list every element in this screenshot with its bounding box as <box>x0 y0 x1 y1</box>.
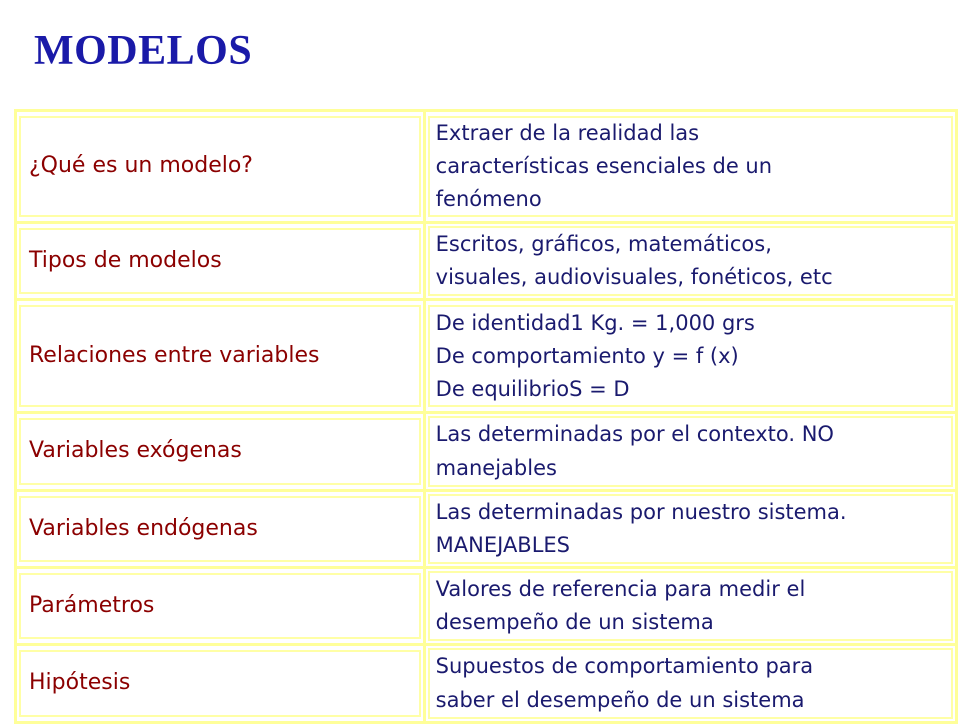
definition-line: De equilibrioS = D <box>435 376 630 401</box>
definition-cell <box>424 490 956 567</box>
definition-line: manejables <box>435 455 557 480</box>
definition-cell-frame <box>428 416 953 486</box>
term-label: ¿Qué es un modelo? <box>29 153 253 179</box>
definition-cell <box>424 568 956 645</box>
term-label: Variables endógenas <box>29 515 258 541</box>
table-row <box>16 645 957 722</box>
table-row <box>16 413 957 490</box>
definition-line: De comportamiento y = f (x) <box>435 343 739 368</box>
definition-line: Escritos, gráficos, matemáticos, <box>435 232 772 256</box>
definition-line: Supuestos de comportamiento para <box>435 654 814 679</box>
term-cell-frame <box>19 650 421 716</box>
table-row <box>16 490 957 567</box>
table-row <box>16 568 957 645</box>
term-cell <box>16 490 425 567</box>
definition-cell <box>424 645 956 722</box>
definition-line: Extraer de la realidad las <box>435 120 700 145</box>
term-cell <box>16 300 425 413</box>
term-cell-frame <box>19 496 421 562</box>
definition-line: Valores de referencia para medir el <box>435 577 806 602</box>
definition-cell-frame <box>428 648 953 718</box>
term-cell <box>16 111 425 223</box>
definition-cell-frame <box>428 494 953 564</box>
definition-line: visuales, audiovisuales, fonéticos, etc <box>435 265 833 290</box>
definition-cell <box>424 300 956 413</box>
definition-cell-frame <box>428 226 953 296</box>
definition-cell-frame <box>428 116 953 217</box>
term-label: Variables exógenas <box>29 438 242 464</box>
definition-line: desempeño de un sistema <box>435 610 714 635</box>
term-label: Relaciones entre variables <box>29 343 320 369</box>
term-cell-frame <box>19 116 421 217</box>
term-cell-frame <box>19 305 421 407</box>
definition-cell-frame <box>428 571 953 641</box>
definition-line: Las determinadas por nuestro sistema. <box>435 499 847 524</box>
term-cell-frame <box>19 418 421 484</box>
term-cell <box>16 568 425 645</box>
term-label: Tipos de modelos <box>29 247 222 273</box>
definition-cell-frame <box>428 305 953 407</box>
concept-table <box>14 109 958 724</box>
definition-line: De identidad1 Kg. = 1,000 grs <box>435 310 755 335</box>
definition-cell <box>424 223 956 300</box>
term-cell <box>16 413 425 490</box>
definition-cell <box>424 111 956 223</box>
table-row <box>16 300 957 413</box>
table-row <box>16 223 957 300</box>
term-cell-frame <box>19 228 421 294</box>
term-cell-frame <box>19 573 421 639</box>
table-body <box>16 111 957 723</box>
definition-cell <box>424 413 956 490</box>
table-row <box>16 111 957 223</box>
definition-line: saber el desempeño de un sistema <box>435 687 805 712</box>
term-cell <box>16 645 425 722</box>
term-cell <box>16 223 425 300</box>
term-label: Hipótesis <box>29 670 131 696</box>
page-title: MODELOS <box>34 28 253 74</box>
definition-line: fenómeno <box>435 187 542 212</box>
definition-line: Las determinadas por el contexto. NO <box>435 422 834 447</box>
definition-line: MANEJABLES <box>435 532 571 557</box>
definition-line: características esenciales de un <box>435 153 773 178</box>
term-label: Parámetros <box>29 592 155 618</box>
